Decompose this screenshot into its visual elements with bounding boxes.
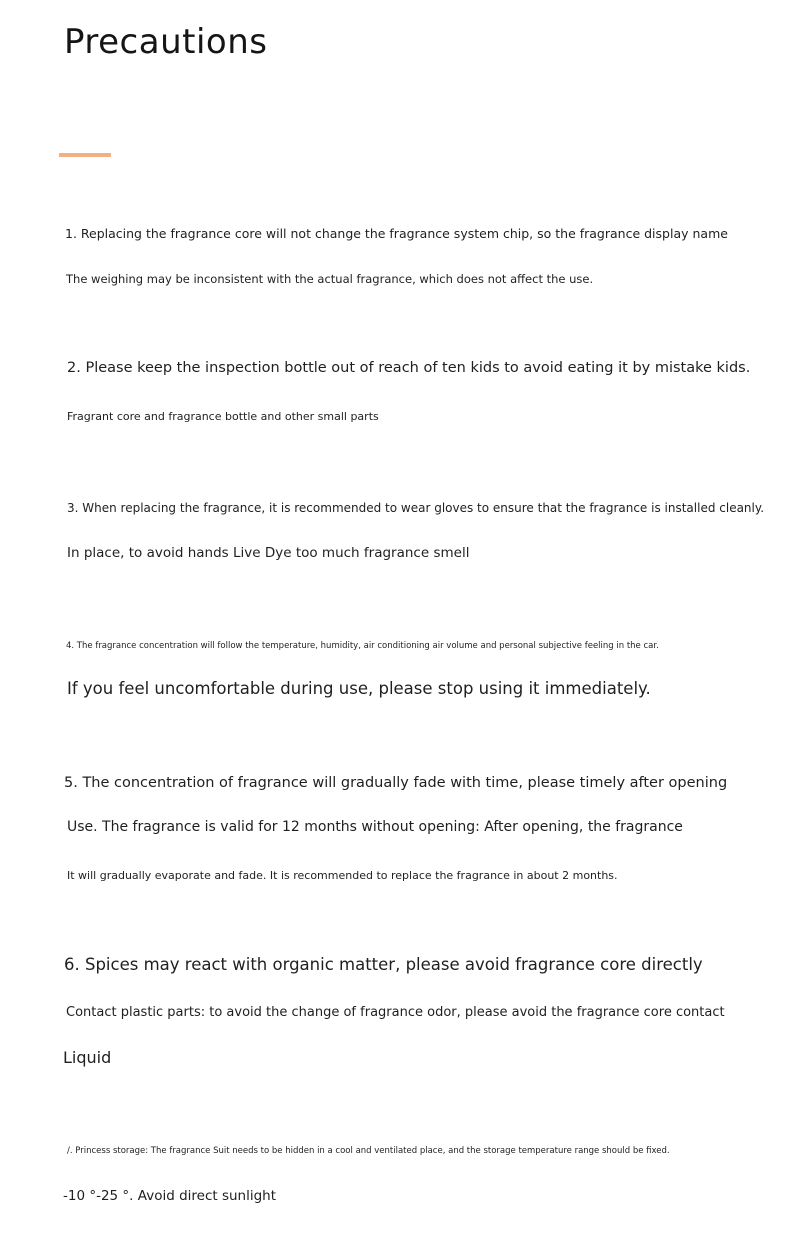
title-accent-divider [59,153,111,157]
precaution-1-line-2: The weighing may be inconsistent with the actual fragrance, which does not affect the use. [66,272,594,286]
precaution-6-line-2: Contact plastic parts: to avoid the change of fragrance odor, please avoid the fragrance core contact [66,1005,725,1020]
precaution-5-line-3: It will gradually evaporate and fade. It is recommended to replace the fragrance in about 2 months. [67,869,618,882]
precaution-6-line-3: Liquid [63,1048,112,1067]
precaution-7-line-1: /. Princess storage: The fragrance Suit needs to be hidden in a cool and ventilated place, and the storage temperature range should be fixed. [67,1146,670,1156]
page-title: Precautions [64,22,268,62]
precaution-5-line-2: Use. The fragrance is valid for 12 months without opening: After opening, the fragrance [67,819,683,835]
precaution-3-line-2: In place, to avoid hands Live Dye too much fragrance smell [67,545,470,561]
precaution-3-line-1: 3. When replacing the fragrance, it is recommended to wear gloves to ensure that the fragrance is installed cleanly. [67,501,765,515]
precaution-4-line-1: 4. The fragrance concentration will follow the temperature, humidity, air conditioning air volume and personal subjective feeling in the car. [66,641,659,651]
precaution-5-line-1: 5. The concentration of fragrance will gradually fade with time, please timely after opening [64,775,728,791]
precaution-6-line-1: 6. Spices may react with organic matter, please avoid fragrance core directly [64,955,703,974]
precaution-2-line-2: Fragrant core and fragrance bottle and other small parts [67,410,379,423]
precaution-7-line-2: -10 °-25 °. Avoid direct sunlight [63,1188,277,1204]
precaution-1-line-1: 1. Replacing the fragrance core will not change the fragrance system chip, so the fragrance display name [65,226,728,241]
precaution-4-line-2: If you feel uncomfortable during use, please stop using it immediately. [67,679,651,698]
precaution-2-line-1: 2. Please keep the inspection bottle out of reach of ten kids to avoid eating it by mistake kids. [67,360,751,376]
